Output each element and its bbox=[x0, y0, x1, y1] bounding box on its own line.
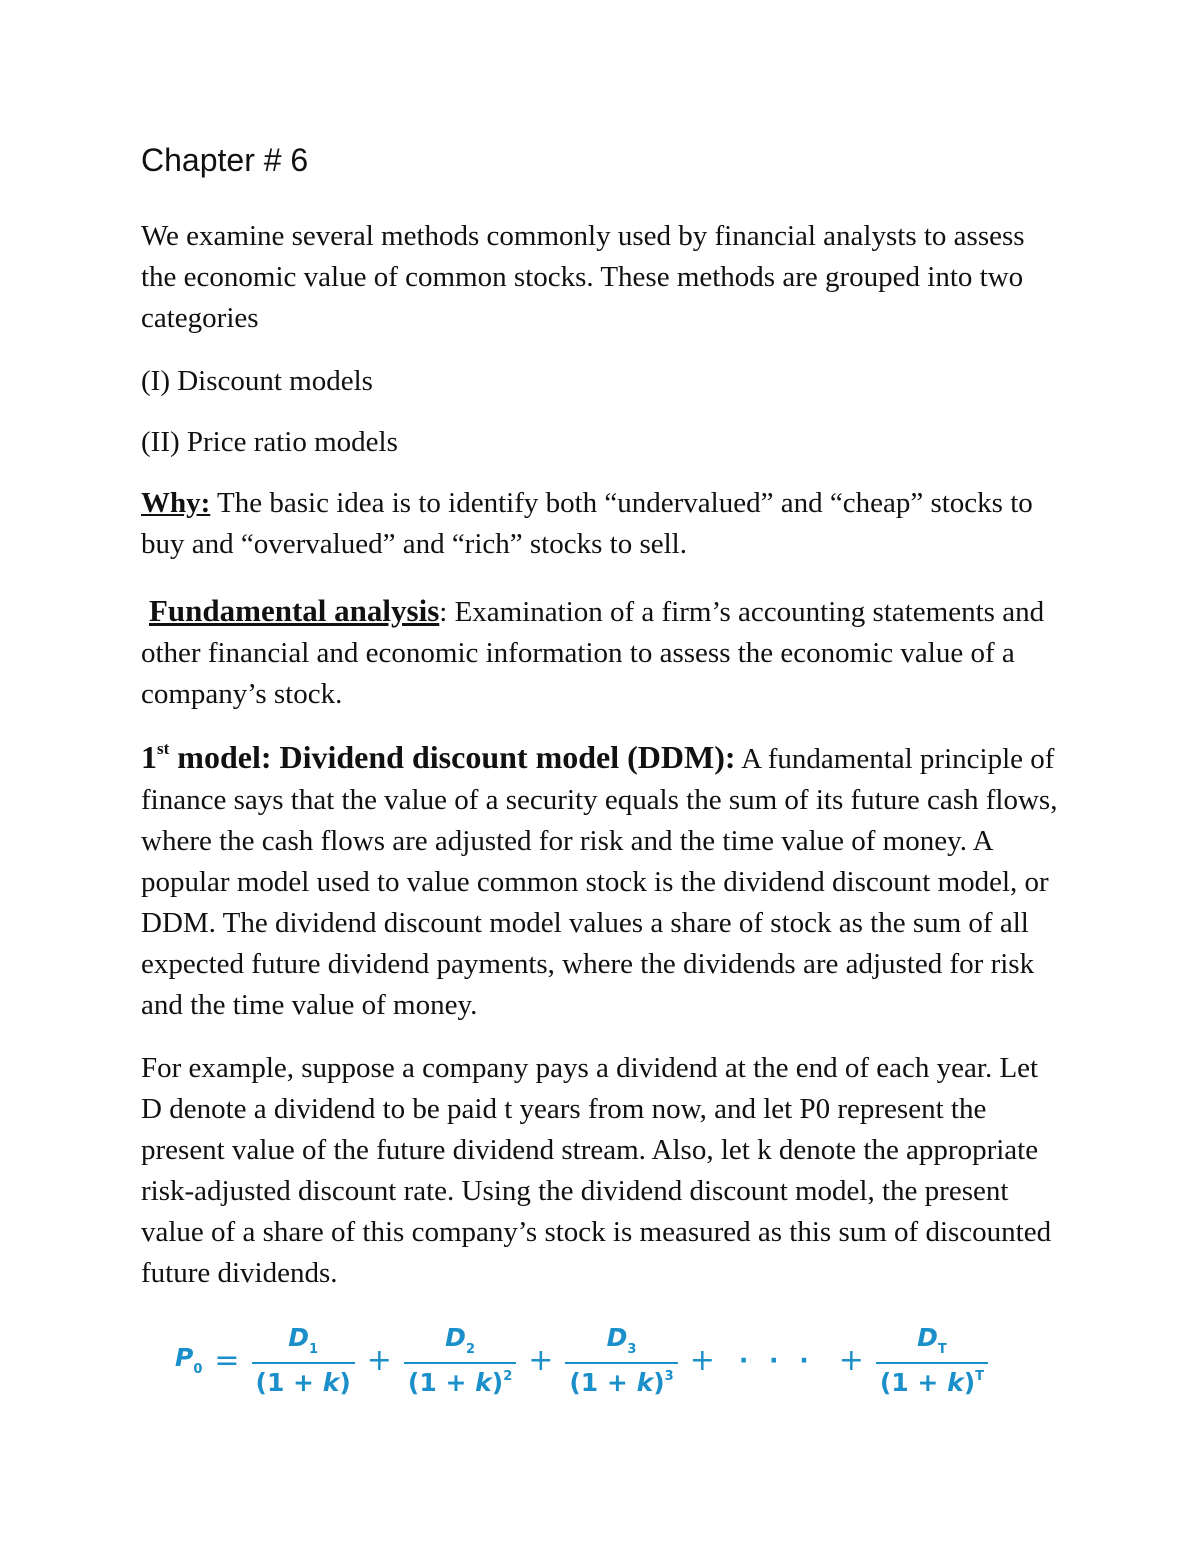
formula-plus: + bbox=[366, 1342, 392, 1378]
why-paragraph bbox=[141, 483, 1066, 565]
formula-equals: = bbox=[214, 1342, 240, 1378]
ddm-formula bbox=[175, 1320, 988, 1400]
ddm-text: A fundamental principle of finance says that the value of a security equals the sum of its future cash flows, where the cash flows are adjusted for risk and the time value of money. A popular model used to value common stock is the dividend discount model, or DDM. The dividend discount model values a share of stock as the sum of all expected future dividend payments, where the dividends are adjusted for risk and the time value of money. bbox=[141, 743, 1058, 1021]
why-text: The basic idea is to identify both “undervalued” and “cheap” stocks to buy and “overvalued” and “rich” stocks to sell. bbox=[141, 487, 1033, 560]
formula-term-1: $\frac{D_1}{(1 + k)}$ bbox=[252, 1323, 355, 1397]
formula-term-T: $\frac{D_T}{(1 + k)^T}$ bbox=[876, 1323, 988, 1397]
formula-lhs: $P_0$ bbox=[175, 1343, 203, 1377]
fundamental-analysis-term: Fundamental analysis bbox=[149, 593, 440, 628]
formula-term-2: $\frac{D_2}{(1 + k)^2}$ bbox=[404, 1323, 516, 1397]
ddm-heading: 1st model: Dividend discount model (DDM): bbox=[141, 739, 736, 775]
example-paragraph: For example, suppose a company pays a dividend at the end of each year. Let D denote a dividend to be paid t years from now, and let P0 represent the present value of the future dividend stream. Also, let k denote the appropriate risk-adjusted discount rate. Using the dividend discount model, the present value of a share of this company’s stock is measured as this sum of discounted future dividends. bbox=[141, 1052, 1052, 1289]
formula-plus: + bbox=[689, 1342, 715, 1378]
fundamental-analysis-paragraph bbox=[141, 590, 1066, 715]
formula-term-3: $\frac{D_3}{(1 + k)^3}$ bbox=[565, 1323, 677, 1397]
formula-plus: + bbox=[838, 1342, 864, 1378]
why-label: Why: bbox=[141, 487, 211, 519]
chapter-title: Chapter # 6 bbox=[141, 142, 309, 178]
fundamental-analysis-text: : Examination of a firm’s accounting statements and other financial and economic information to assess the economic value of a company’s stock. bbox=[141, 596, 1045, 710]
formula-plus: + bbox=[528, 1342, 554, 1378]
category-item-price-ratio: (II) Price ratio models bbox=[141, 426, 398, 458]
formula-ellipsis: · · · bbox=[738, 1345, 815, 1375]
category-item-discount: (I) Discount models bbox=[141, 365, 373, 397]
ddm-paragraph bbox=[141, 737, 1066, 1026]
intro-paragraph: We examine several methods commonly used by financial analysts to assess the economic value of common stocks. These methods are grouped into two categories bbox=[141, 220, 1025, 334]
